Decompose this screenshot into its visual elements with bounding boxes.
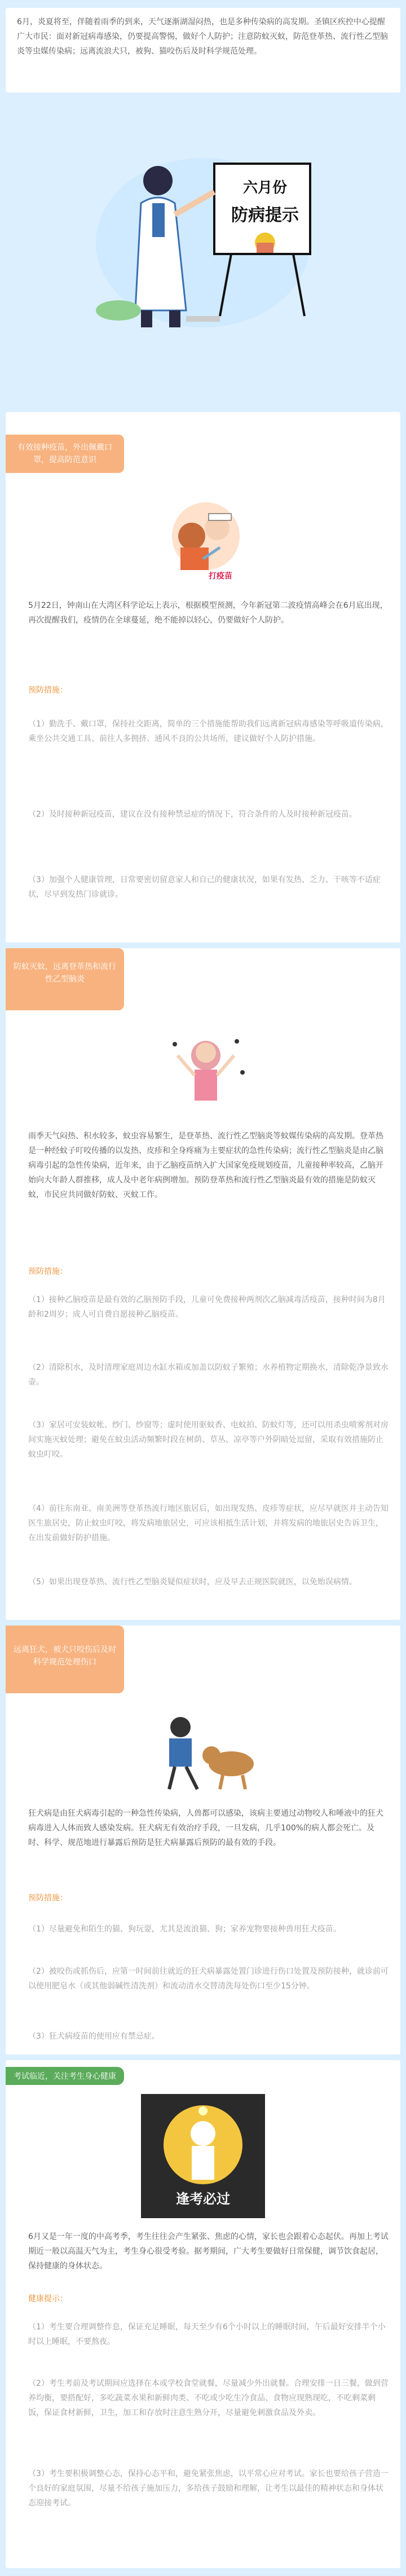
section4-badge: 考试临近，关注考生身心健康 [6,2067,124,2085]
hero-illustration [85,130,321,333]
section1-tip-1: （1）勤洗手、戴口罩，保持社交距离，简单的三个措施能帮助我们远离新冠病毒感染等呼吸道传染病，乘坐公共交通工具、前往人多拥挤、通风不良的公共场所，建议做好个人防护措施。 [28,720,389,743]
section3-tips-title: 预防措施： [28,1894,68,1903]
section3-card [6,1626,400,2054]
section3-badge [6,1626,124,1693]
section4-illustration [141,2094,265,2218]
section1-tips-title: 预防措施： [28,686,68,695]
section2-badge [6,948,124,1010]
section2-paragraph: 雨季天气闷热、积水较多，蚊虫容易繁生，是登革热、流行性乙型脑炎等蚊媒传染病的高发期。登革热是一种经蚊子叮咬传播的以发热、皮疹和全身疼痛为主要症状的急性传染病；流行性乙型脑炎是由乙脑病毒引起的急性传染病，近年来，由于乙脑疫苗纳入扩大国家免疫规划疫苗，儿童接种率较高，乙脑开始向大年龄人群推移，成人及中老年病例增加。预防登革热和流行性乙型脑炎最有效的措施是防蚊灭蚊，市民应共同做好防蚊、灭蚊工作。 [28,1132,383,1199]
section2-badge-label: 防蚊灭蚊，远离登革热和流行性乙型脑炎 [14,962,116,984]
section3-tip-2: （2）被咬伤或抓伤后，应第一时间前往就近的狂犬病暴露处置门诊进行伤口处置及预防接种，就诊前可以使用肥皂水（或其他弱碱性清洗剂）和流动清水交替清洗每处伤口至少15分钟。 [28,1967,389,1991]
section1-badge-label: 有效接种疫苗，外出佩戴口罩，提高防范意识 [17,443,112,465]
intro-text: 6月，炎夏将至，伴随着雨季的到来，天气逐渐湖湿闷热，也是多种传染病的高发期。圣镇区疾控中心提醒广大市民：面对新冠病毒感染，仍要提高警惕，做好个人防护；注意防蚊灭蚊，防范登革热、流行性乙型脑炎等虫媒传染病；远离流浪犬只，被狗、猫咬伤后及时科学规范处理。 [17,17,388,56]
section1-tip-2: （2）及时接种新冠疫苗，建议在没有接种禁忌症的情况下，符合条件的人及时接种新冠疫苗。 [28,810,357,819]
section4-illustration-caption: 逢考必过 [176,2191,230,2207]
section3-illustration [147,1705,265,1795]
section4-paragraph: 6月又是一年一度的中高考季，考生往往会产生紧张、焦虑的心情，家长也会跟着心态起伏。再加上考试期近一般以高温天气为主，考生身心很受考验。据考期间，广大考生要做好日常保健，调节饮食起居，保持健康的身体状态。 [28,2232,389,2271]
mosquito-bite-icon [152,1022,259,1118]
section2-tip-2: （2）清除积水，及时清理家庭周边水缸水箱或加盖以防蚊子繁殖；水养植物定期换水，清除乾净景致水壶。 [28,1363,389,1387]
section2-illustration [152,1022,259,1118]
section2-tip-1: （1）接种乙脑疫苗是最有效的乙脑预防手段，儿童可免费接种两剂次乙脑减毒活疫苗，接种时间为8月龄和2周岁；成人可自费自愿接种乙脑疫苗。 [28,1295,386,1319]
hero-title-line2: 防病提示 [231,205,299,225]
section2-tip-4: （4）前往东南亚、南美洲等登革热流行地区旅居后，如出现发热、皮疹等症状，应尽早就医并主动告知医生旅居史，防止蚊虫叮咬，将发病地旅居史，可应该相抵生活计划，并将发病的地旅居史告诉卫生，在出发前做好防护措施。 [28,1504,389,1543]
section1-badge [6,435,124,473]
section4-tip-1: （1）考生要合理调整作息，保证充足睡眠，每天至少有6个小时以上的睡眠时间，午后最好安排半个小时以上睡眠，不要熬夜。 [28,2323,386,2346]
section1-illustration [158,497,254,587]
section3-badge-label: 远离狂犬，被犬只咬伤后及时科学规范处理伤口 [14,1645,116,1667]
section1-tip-3: （3）加强个人健康管理，日常要密切留意家人和自己的健康状况，如果有发热、乏力、干咳等不适症状，尽早到发热门诊就诊。 [28,875,381,899]
section4-card [6,2060,400,2568]
section4-tip-3: （3）考生要积极调整心态，保持心态平和，避免紧张焦虑，以平常心应对考试。家长也要给孩子营造一个良好的家庭氛围，尽量不给孩子施加压力，多给孩子鼓励和理解，让考生以最佳的精神状态和身体状态迎接考试。 [28,2469,389,2508]
section2-tip-3: （3）家居可安装蚊帐、纱门、纱窗等；虚时使用驱蚊香、电蚊拍、防蚊灯等，还可以用杀虫喷雾剂对房间实施灭蚊处理；避免在蚊虫活动频繁时段在树荫、草丛、凉亭等户外阴暗处逗留，采取有效措施防止蚊虫叮咬。 [28,1421,389,1459]
section3-tip-3: （3）狂犬病疫苗的使用应有禁忌症。 [28,2032,160,2041]
dog-bite-icon [147,1705,265,1795]
section3-paragraph: 狂犬病是由狂犬病毒引起的一种急性传染病，人兽都可以感染，该病主要通过动物咬人和唾液中的狂犬病毒进入人体而致人感染发病。狂犬病无有效治疗手段，一旦发病，几乎100%的病人都会死亡。及时、科学、规范地进行暴露后预防是狂犬病暴露后预防的最有效的手段。 [28,1809,383,1847]
section3-tip-1: （1）尽量避免和陌生的猫、狗玩耍，尤其是流浪猫、狗；家养宠物要接种兽用狂犬疫苗。 [28,1925,341,1934]
section2-tip-5: （5）如果出现登革热、流行性乙型脑炎疑似症状时，应及早去正规医院就医，以免贻误病情。 [28,1578,357,1587]
intro-card [6,8,400,93]
section2-tips-title: 预防措施： [28,1267,68,1276]
section4-tip-2: （2）考生考前及考试期间应选择在本或学校食堂就餐，尽量减少外出就餐。合理安排一日三餐，做到营养均衡，要搭配好，多吃蔬菜水果和新鲜肉类、不吃或少吃生冷食品、食物应现熟现吃，不吃剩菜剩饭，保证食材新鲜，卫生，加工和存放时注意生熟分开，尽量避免刺激食品及外卖。 [28,2379,389,2417]
section2-card [6,948,400,1620]
section1-illustration-caption: 打疫苗 [209,572,232,581]
vaccine-injection-icon [158,497,254,587]
section1-card [6,412,400,943]
doctor-with-board-icon [85,130,321,333]
hero-title-line1: 六月份 [242,179,287,196]
section4-tips-title: 健康提示： [28,2294,68,2303]
section1-paragraph: 5月22日，钟南山在大湾区科学论坛上表示，根据模型预测，今年新冠第二波疫情高峰会在6月底出现，再次提醒我们，疫情仍在全球蔓延，绝不能掉以轻心，仍要做好个人防护。 [28,601,388,625]
